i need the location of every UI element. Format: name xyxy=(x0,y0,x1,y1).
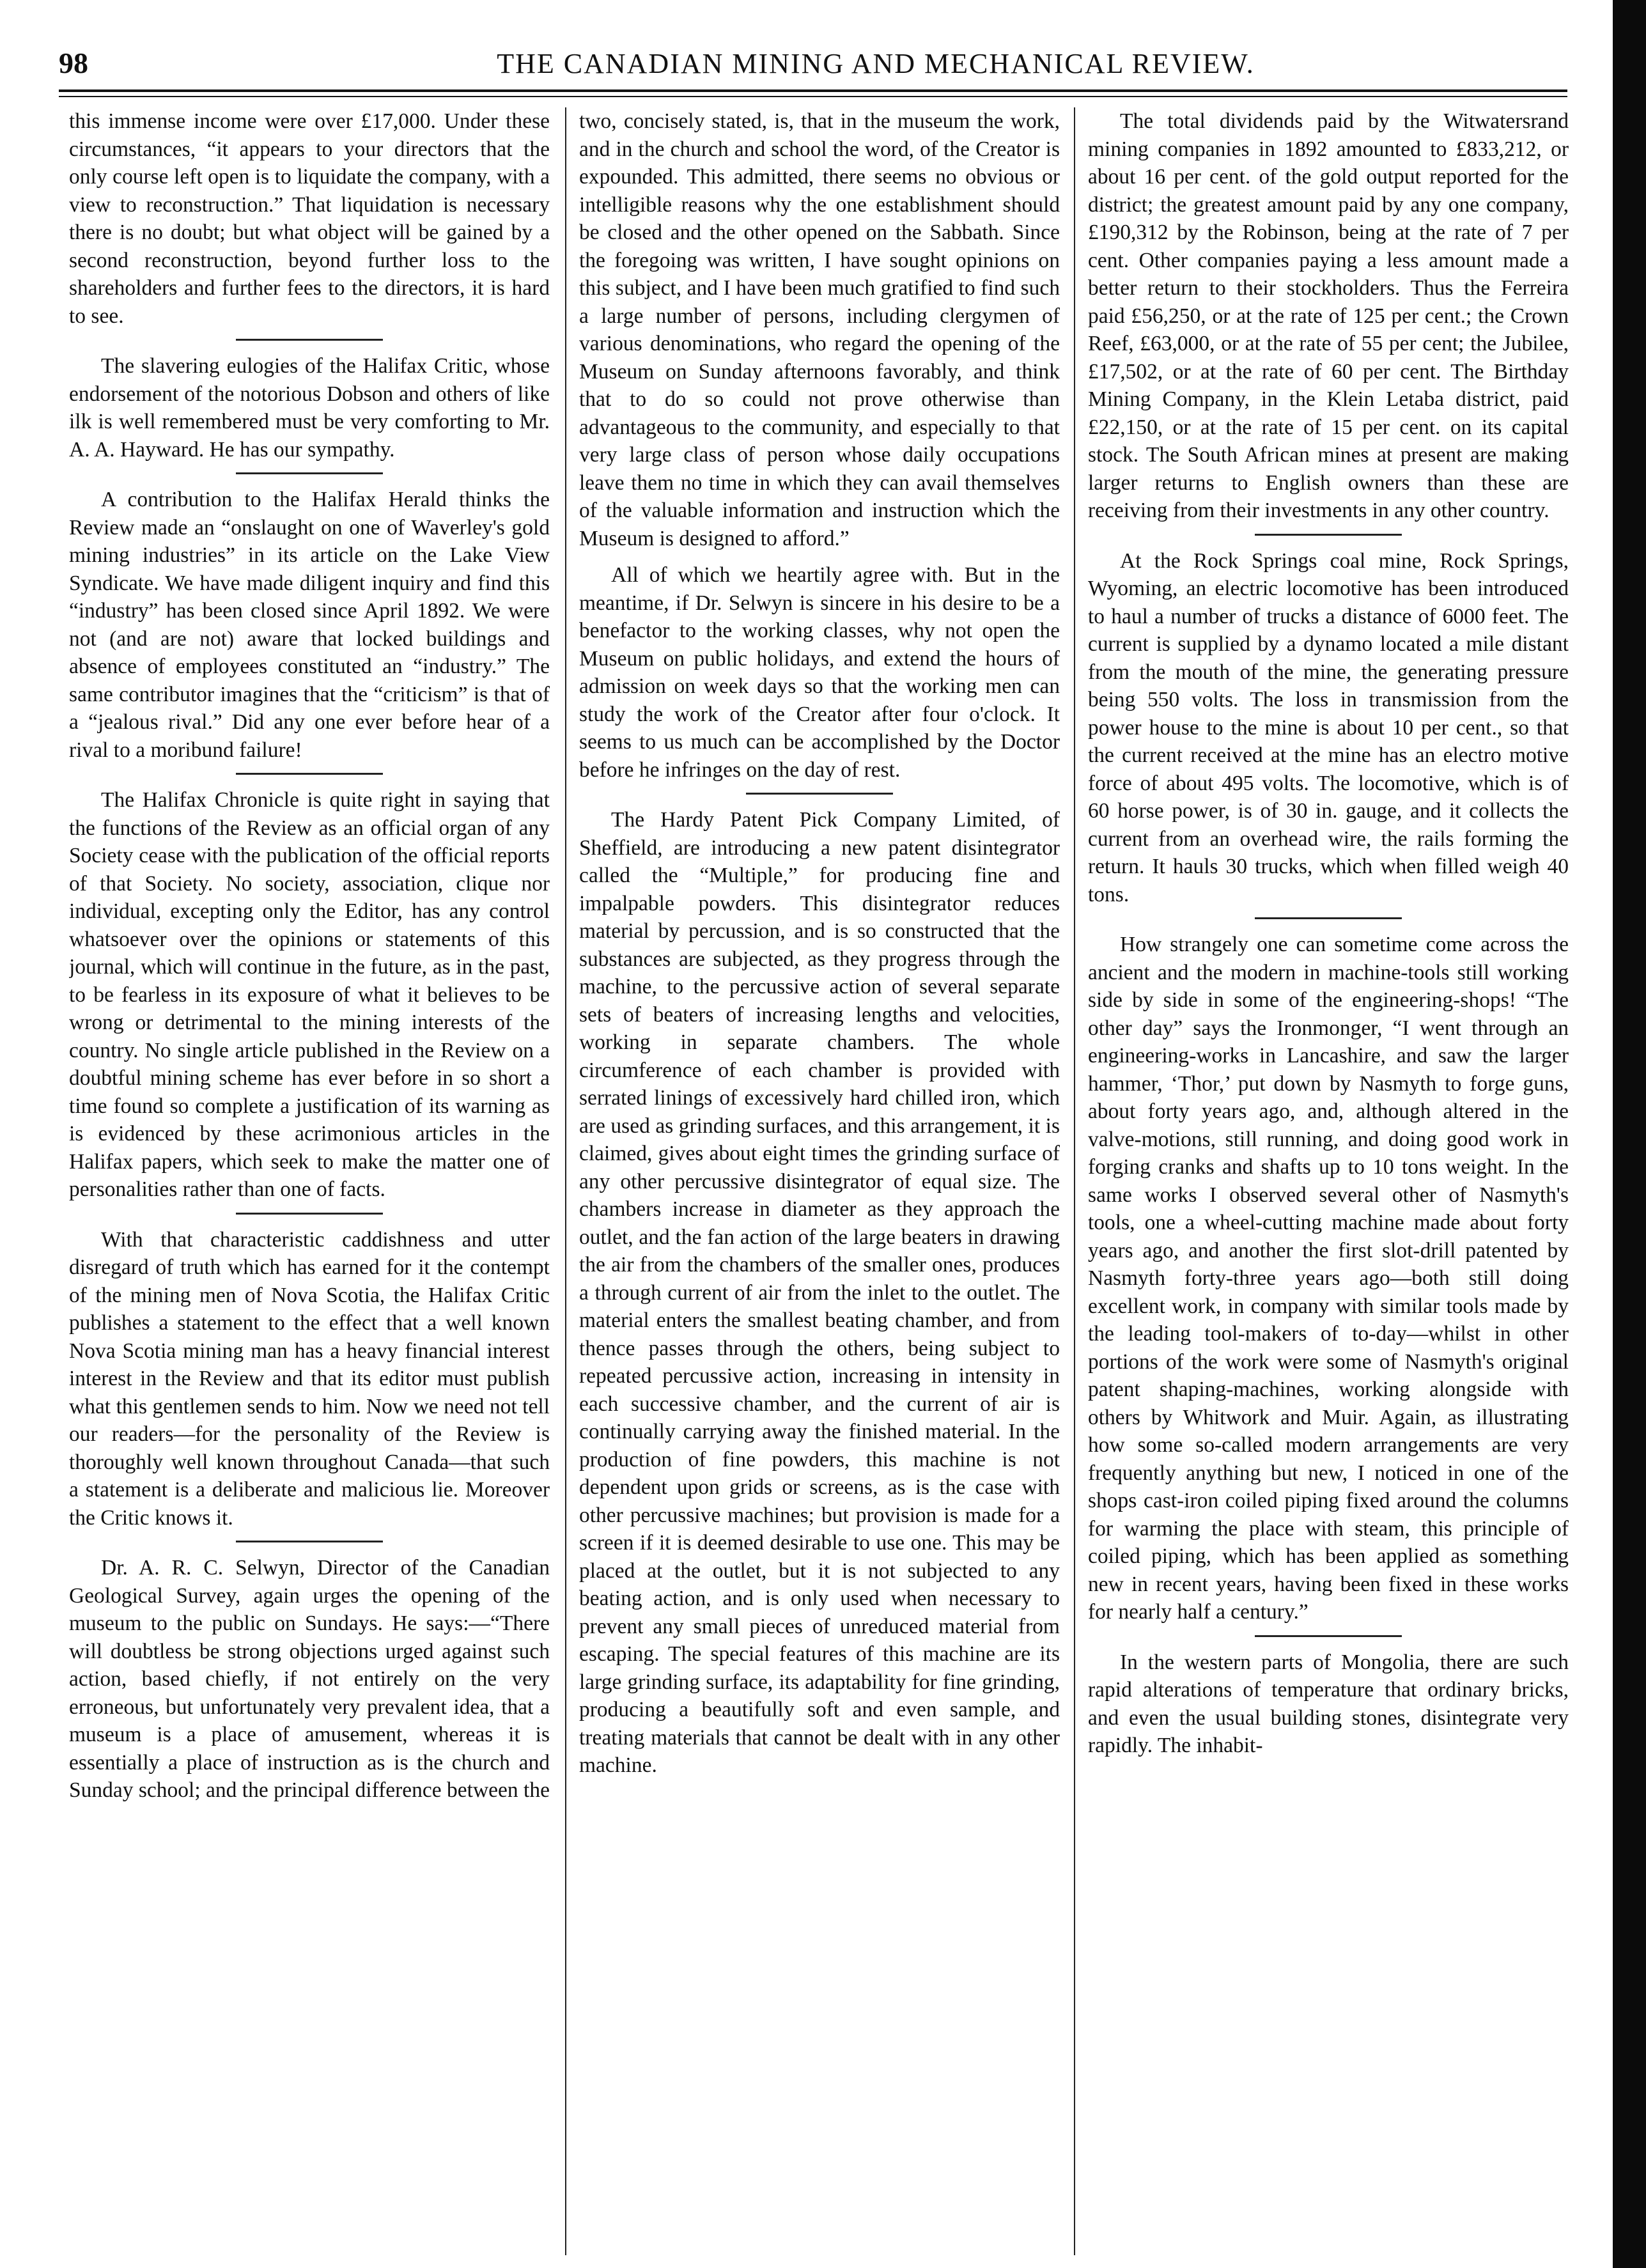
column-3 xyxy=(1088,107,1569,2255)
running-head: THE CANADIAN MINING AND MECHANICAL REVIEW. xyxy=(497,48,1255,79)
article-paragraph: With that characteristic caddishness and utter disregard of truth which has earned for it the contempt of the mining men of Nova Scotia, the Halifax Critic publishes a statement to the effect that a well known Nova Scotia mining man has a heavy financial interest interest in the Review and that its editor must publish what this gentlemen sends to him. Now we need not tell our readers—for the personality of the Review is thoroughly well known throughout Canada—that such a statement is a deliberate and malicious lie. Moreover the Critic knows it. xyxy=(69,1227,550,1530)
column-divider xyxy=(565,107,566,2255)
page-number: 98 xyxy=(59,47,88,79)
header-rule xyxy=(59,89,1567,97)
section-separator xyxy=(236,1541,383,1542)
article-paragraph: two, concisely stated, is, that in the museum the work, and in the church and school the word, of the Creator is expounded. This admitted, there seems no obvious or intelligible reasons why the one establishment should be closed and the other opened on the Sabbath. Since the foregoing was written, I have sought opinions on this subject, and I have been much gratified to find such a large number of persons, including clergymen of various denominations, who regard the opening of the Museum on Sunday afternoons favorably, and think that to do so could not prove otherwise than advantageous to the community, and especially to that very large class of person whose daily occupations leave them no time in which they can avail themselves of the valuable information and instruction which the Museum is designed to afford.” xyxy=(579,109,1060,550)
section-separator xyxy=(1255,534,1402,536)
article-paragraph: The total dividends paid by the Witwatersrand mining companies in 1892 amounted to £833,212, or about 16 per cent. of the gold output reported for the district; the greatest amount paid by any one company, £190,312 by the Robinson, being at the rate of 7 per cent. Other companies paying a less amount made a better return to their stockholders. Thus the Ferreira paid £56,250, or at the rate of 125 per cent.; the Crown Reef, £63,000, or at the rate of 55 per cent; the Jubilee, £17,502, or at the rate of 60 per cent. The Birthday Mining Company, in the Klein Letaba district, paid £22,150, or at the rate of 15 per cent. on its capital stock. The South African mines at present are making larger returns to English owners than these are receiving from their investments in any other country. xyxy=(1088,109,1569,522)
article-paragraph: The Hardy Patent Pick Company Limited, of Sheffield, are introducing a new patent disintegrator called the “Multiple,” for producing fine and impalpable powders. This disintegrator reduces material by percussion, and is so constructed that the substances are subjected, as they progress through the machine, to the percussive action of several separate sets of beaters of increasing lengths and velocities, working in separate chambers. The whole circumference of each chamber is provided with serrated linings of excessively hard chilled iron, which are used as grinding surfaces, and this arrangement, it is claimed, gives about eight times the grinding surface of any other percussive disintegrator of equal size. The chambers increase in diameter as they approach the outlet, and the fan action of the large beaters in drawing the air from the chambers of the smaller ones, produces a through current of air from the inlet to the outlet. The material enters the smallest beating chamber, and from thence passes through the others, being subject to repeated percussive action, increasing in intensity in each successive chamber, and the current of air is continually carrying away the finished material. In the production of fine powders, this machine is not dependent upon grids or screens, as is the case with other percussive machines; but provision is made for a screen if it is deemed desirable to use one. This may be placed at the outlet, but it is not subjected to any beating action, and is only used when necessary to prevent any small pieces of unreduced material from escaping. The special features of this machine are its large grinding surface, its adaptability for fine grinding, producing a beautifully soft and even sample, and treating materials that cannot be dealt with in any other machine. xyxy=(579,808,1060,1777)
section-separator xyxy=(236,773,383,775)
article-paragraph: this immense income were over £17,000. Under these circumstances, “it appears to your directors that the only course left open is to liquidate the company, with a view to reconstruction.” That liquidation is necessary there is no doubt; but what object will be gained by a second reconstruction, beyond further loss to the shareholders and further fees to the directors, it is hard to see. xyxy=(69,109,550,328)
column-2 xyxy=(579,107,1060,2255)
article-paragraph: Dr. A. R. C. Selwyn, Director of the Canadian Geological Survey, again urges the opening of the museum to the public on Sundays. He says:—“There will doubtless be strong objections urged against such action, based chiefly, if not entirely on the very erroneous, but unfortunately very prevalent idea, that a museum is a place of amusement, whereas it is essentially a place of instruction as is the church and Sunday school; and the principal difference between the xyxy=(69,1556,550,1802)
article-paragraph: The Halifax Chronicle is quite right in saying that the functions of the Review as an official organ of any Society cease with the publication of the official reports of that Society. No society, association, clique nor individual, excepting only the Editor, has any control whatsoever over the opinions or statements of this journal, which will continue in the future, as in the past, to be fearless in its exposure of what it believes to be wrong or detrimental to the mining interests of the country. No single article published in the Review on a doubtful mining scheme has ever before in so short a time found so complete a justification of its warning as is evidenced by these acrimonious articles in the Halifax papers, which seek to make the matter one of personalities rather than one of facts. xyxy=(69,788,550,1201)
article-paragraph: A contribution to the Halifax Herald thinks the Review made an “onslaught on one of Waverley's gold mining industries” in its article on the Lake View Syndicate. We have made diligent inquiry and find this “industry” has been closed since April 1892. We were not (and are not) aware that locked buildings and absence of employees constituted an “industry.” The same contributor imagines that the “criticism” is that of a “jealous rival.” Did any one ever before hear of a rival to a moribund failure! xyxy=(69,488,550,762)
section-separator xyxy=(236,339,383,341)
article-paragraph: In the western parts of Mongolia, there are such rapid alterations of temperature that ordinary bricks, and even the usual building stones, disintegrate very rapidly. The inhabit- xyxy=(1088,1650,1569,1757)
section-separator xyxy=(1255,917,1402,919)
section-separator xyxy=(746,793,893,795)
article-paragraph: How strangely one can sometime come across the ancient and the modern in machine-tools still working side by side in some of the engineering-shops! “The other day” says the Ironmonger, “I went through an engineering-works in Lancashire, and saw the larger hammer, ‘Thor,’ put down by Nasmyth to forge guns, about forty years ago, and, although altered in the valve-motions, still running, and doing good work in forging cranks and shafts up to 10 tons weight. In the same works I observed several other of Nasmyth's tools, one a wheel-cutting machine made about forty years ago, and another the first slot-drill patented by Nasmyth forty-three years ago—both still doing excellent work, in company with similar tools made by the leading tool-makers of to-day—whilst in other portions of the work were some of Nasmyth's original patent shaping-machines, working alongside with others by Whitwork and Muir. Again, as illustrating how some so-called modern arrangements are very frequently anything but new, I noticed in one of the shops cast-iron coiled piping fixed around the columns for warming the place with steam, this principle of coiled piping, which has been applied as something new in recent years, having been fixed in these works for nearly half a century.” xyxy=(1088,933,1569,1624)
section-separator xyxy=(1255,1635,1402,1637)
page-edge-shadow xyxy=(1613,0,1646,2268)
article-paragraph: The slavering eulogies of the Halifax Critic, whose endorsement of the notorious Dobson and others of like ilk is well remembered must be very comforting to Mr. A. A. Hayward. He has our sympathy. xyxy=(69,354,550,462)
article-paragraph: At the Rock Springs coal mine, Rock Springs, Wyoming, an electric locomotive has been introduced to haul a number of trucks a distance of 6000 feet. The current is supplied by a dynamo located a mile distant from the mouth of the mine, the generating pressure being 550 volts. The loss in transmission from the power house to the mine is about 10 per cent., so that the current received at the mine has an electro motive force of about 495 volts. The locomotive, which is of 60 horse power, is of 30 in. gauge, and it collects the current from an overhead wire, the rails forming the return. It hauls 30 trucks, which when filled weigh 40 tons. xyxy=(1088,548,1569,906)
column-1 xyxy=(69,107,550,2255)
section-separator xyxy=(236,472,383,474)
section-separator xyxy=(236,1213,383,1215)
article-paragraph: All of which we heartily agree with. But in the meantime, if Dr. Selwyn is sincere in his desire to be a benefactor to the working classes, why not open the Museum on public holidays, and extend the hours of admission on week days so that the working men can study the work of the Creator after four o'clock. It seems to us much can be accomplished by the Doctor before he infringes on the day of rest. xyxy=(579,563,1060,782)
column-divider xyxy=(1074,107,1075,2255)
